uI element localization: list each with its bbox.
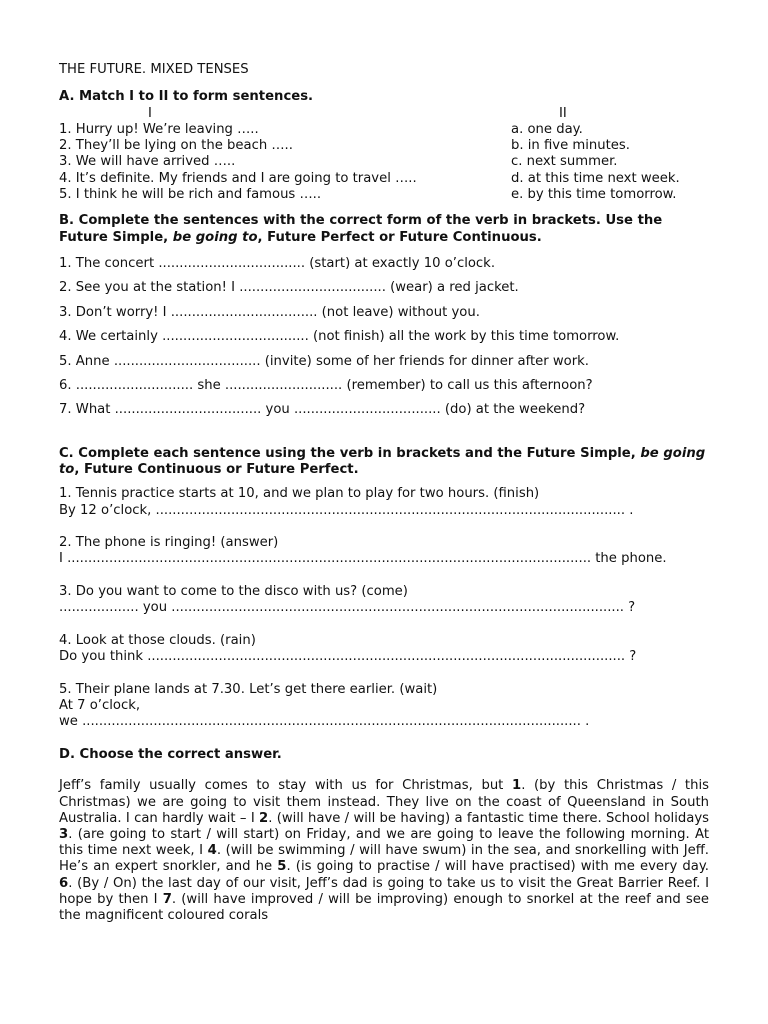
match-right-item: e. by this time tomorrow. [511,187,677,203]
exercise-b-sentence: 3. Don’t worry! I ................................... (not leave) without you. [59,304,480,320]
match-left-item: 4. It’s definite. My friends and I are going to travel ….. [59,170,417,186]
gap-number: 4 [207,843,217,859]
passage-text: . (by this Christmas / this Christmas) we are going to visit them instead. They live on the coast of Queensland in South Australia. I can hardly wait – I [59,778,709,826]
exercise-b-sentence: 2. See you at the station! I ................................... (wear) a red jacket. [59,280,519,296]
exercise-b-sentence: 4. We certainly ................................... (not finish) all the work by this time tomorrow. [59,329,620,345]
match-row [59,171,709,187]
exercise-b-sentence: 6. ............................ she ............................ (remember) to call us this afternoon? [59,377,593,393]
section-c-heading-text: C. Complete each sentence using the verb in brackets and the Future Simple, [59,445,641,461]
match-right-item: c. next summer. [511,154,618,170]
worksheet [59,62,709,937]
match-left-item: 5. I think he will be rich and famous ….. [59,187,322,203]
exercise-c-answer-line: Do you think .................................................................................................................. ? [59,649,637,665]
section-d [59,747,709,924]
section-c-heading-emphasis: be going to [59,445,706,477]
section-d-passage [59,778,709,924]
section-c-items [59,486,709,730]
match-row [59,122,709,138]
match-right-item: b. in five minutes. [511,138,630,154]
passage-text: . (By / On) the last day of our visit, Jeff’s dad is going to take us to visit the Great Barrier Reef. I hope by then I [59,875,709,907]
section-b-heading-text: B. Complete the sentences with the correct form of the verb in brackets. Use the Future Simple, [59,213,663,245]
passage-text: . (is going to practise / will have practised) with me every day. [286,859,709,875]
passage-text: . (are going to start / will start) on Friday, and we are going to leave the following morning. At this time next week, I [59,826,709,859]
match-left-item: 3. We will have arrived ….. [59,154,236,170]
gap-number: 3 [59,826,69,842]
match-row [59,187,709,203]
passage-text: . (will be swimming / will have swum) in the sea, and snorkelling with Jeff. He’s an expert snorkler, and he [59,843,710,875]
section-b-heading-emphasis: be going to [172,229,258,245]
exercise-c-answer-line: we ....................................................................................................................... . [59,714,590,730]
match-row [59,154,709,170]
exercise-c-answer-line: I ............................................................................................................................. the phone. [59,551,667,567]
gap-number: 6 [59,875,69,891]
gap-number: 5 [277,859,287,875]
section-b-heading [59,213,709,246]
passage-text: . (will have / will be having) a fantastic time there. School holidays [268,810,709,826]
gap-number: 1 [512,778,522,794]
exercise-c-prompt: 5. Their plane lands at 7.30. Let’s get there earlier. (wait) [59,681,438,697]
match-right-item: d. at this time next week. [511,170,680,186]
exercise-c-answer-line: ................... you ............................................................................................................ ? [59,600,636,616]
section-c-heading-tail: , Future Continuous or Future Perfect. [74,462,359,477]
exercise-c-item [59,535,709,568]
exercise-c-answer-line: By 12 o’clock, ................................................................................................................ . [59,502,634,518]
section-d-heading: D. Choose the correct answer. [59,747,282,763]
section-b-heading-tail: , Future Perfect or Future Continuous. [257,229,542,245]
gap-number: 7 [162,891,172,907]
section-c [59,446,709,731]
section-a-heading: A. Match I to II to form sentences. [59,89,314,105]
passage-text: . (will have improved / will be improving) enough to snorkel at the reef and see the magnificent coloured corals [59,891,709,923]
section-b-items [59,256,709,427]
passage-text: Jeff’s family usually comes to stay with us for Christmas, but [59,778,512,794]
column-i-label: I [148,105,152,121]
exercise-c-item [59,633,709,666]
match-left-item: 1. Hurry up! We’re leaving ….. [59,121,259,137]
section-c-heading [59,446,709,479]
match-right-item: a. one day. [511,121,583,137]
gap-number: 2 [259,810,269,826]
match-row [59,138,709,154]
section-b [59,213,709,426]
exercise-c-item [59,584,709,617]
match-left-item: 2. They’ll be lying on the beach ….. [59,138,293,154]
exercise-c-answer-line: At 7 o’clock, [59,698,141,714]
exercise-c-prompt: 1. Tennis practice starts at 10, and we plan to play for two hours. (finish) [59,486,540,502]
match-rows [59,122,709,203]
exercise-c-item [59,682,709,731]
exercise-c-prompt: 3. Do you want to come to the disco with us? (come) [59,584,408,600]
section-a [59,89,709,203]
exercise-c-prompt: 4. Look at those clouds. (rain) [59,632,256,648]
column-ii-label: II [559,105,567,121]
exercise-b-sentence: 7. What ................................... you ................................... (do) at the weekend? [59,402,586,418]
exercise-b-sentence: 1. The concert ................................... (start) at exactly 10 o’clock. [59,255,496,271]
exercise-c-prompt: 2. The phone is ringing! (answer) [59,535,279,551]
worksheet-title: THE FUTURE. MIXED TENSES [59,62,249,77]
exercise-b-sentence: 5. Anne ................................... (invite) some of her friends for dinner after work. [59,353,589,369]
column-headers [59,106,709,122]
exercise-c-item [59,486,709,519]
